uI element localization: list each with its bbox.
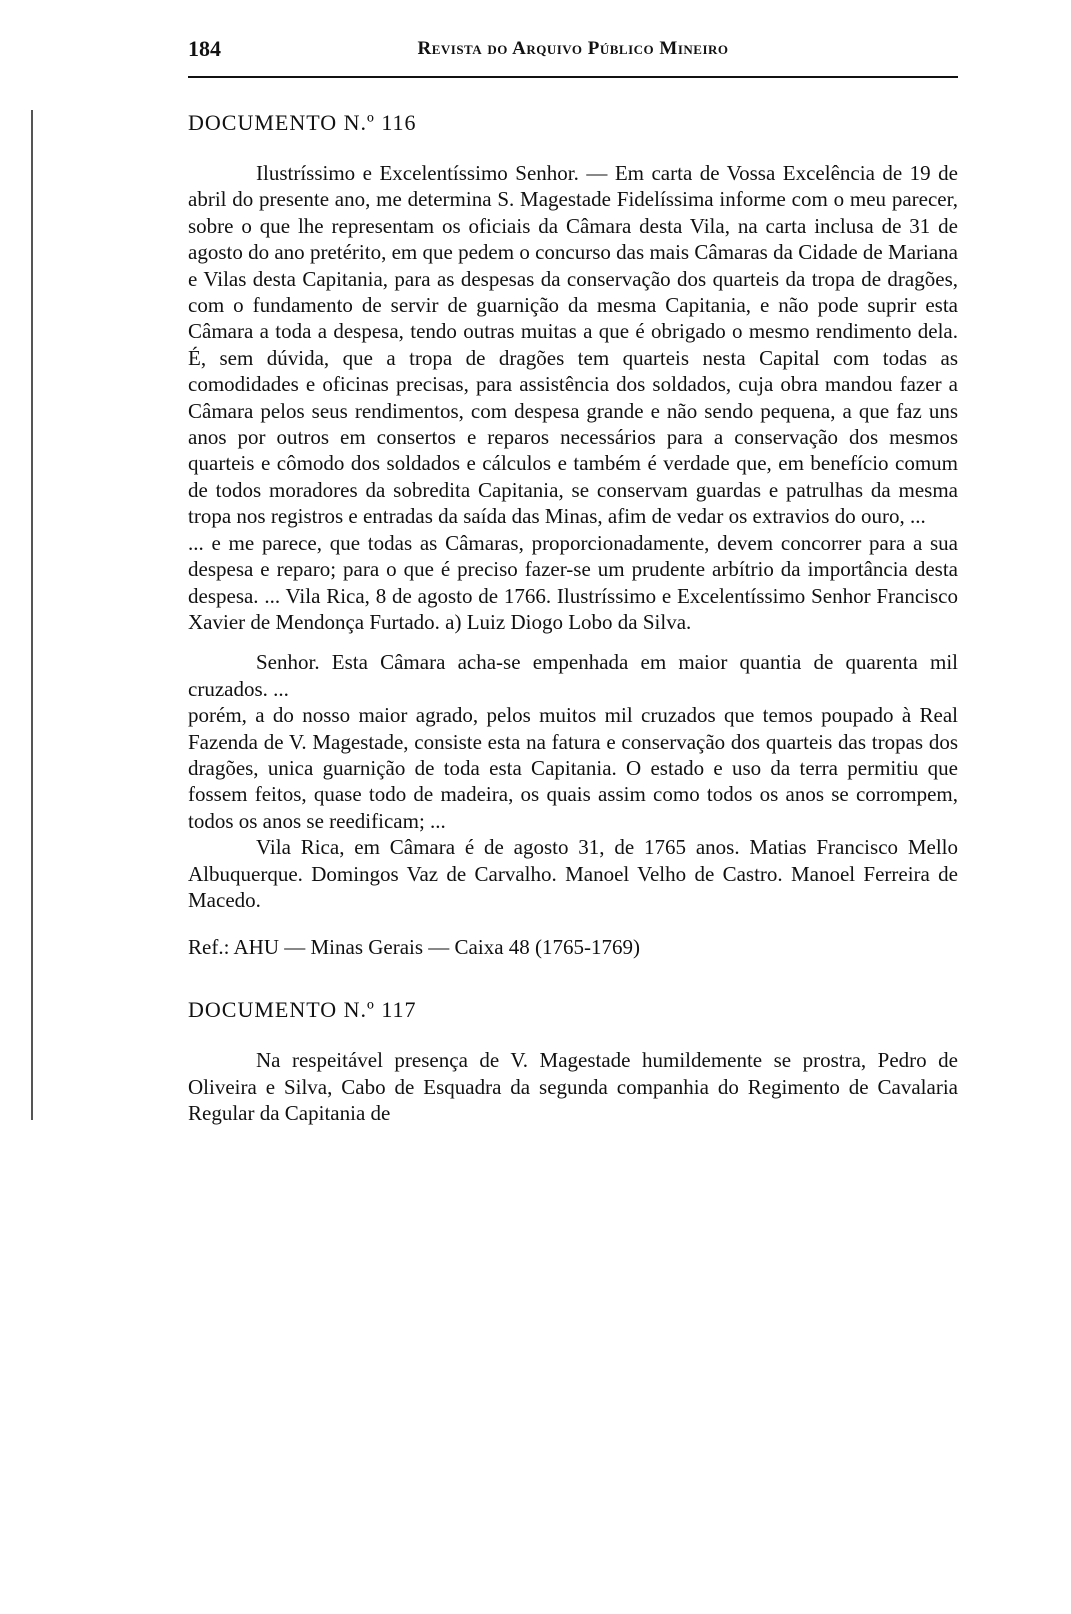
document-116-paragraph-2: ... e me parece, que todas as Câmaras, proporcionadamente, devem concorrer para a sua despesa e reparo; para o que é preciso fazer-se um prudente arbítrio da importância desta despesa. ... Vila Rica, 8 de agosto de 1766. Ilustríssimo e Excelentíssimo Senhor Francisco Xavier de Mendonça Furtado. a) Luiz Diogo Lobo da Silva.	[188, 530, 958, 634]
document-116-paragraph-4: porém, a do nosso maior agrado, pelos muitos mil cruzados que temos poupado à Real Fazenda de V. Magestade, consiste esta na fatura e conservação dos quarteis das tropas dos dragões, unica guarnição de toda esta Capitania. O estado e uso da terra permitiu que fossem feitos, quase todo de madeira, os quais assim como todos os anos se corrompem, todos os anos se reedificam; ...	[188, 703, 958, 833]
document-117-heading: DOCUMENTO N.º 117	[188, 997, 417, 1023]
document-117-paragraph-1: Na respeitável presença de V. Magestade humildemente se prostra, Pedro de Oliveira e Silva, Cabo de Esquadra da segunda companhia do Regimento de Cavalaria Regular da Capitania de	[188, 1048, 958, 1126]
header-rule	[188, 76, 958, 78]
document-116-reference: Ref.: AHU — Minas Gerais — Caixa 48 (1765-1769)	[188, 935, 641, 960]
page-number: 184	[188, 36, 221, 61]
document-116-heading: DOCUMENTO N.º 116	[188, 110, 417, 135]
running-header	[188, 36, 958, 70]
document-116-paragraph-5: Vila Rica, em Câmara é de agosto 31, de 1765 anos. Matias Francisco Mello Albuquerque. Domingos Vaz de Carvalho. Manoel Velho de Castro. Manoel Ferreira de Macedo.	[188, 835, 958, 912]
document-116-paragraph-1: Ilustríssimo e Excelentíssimo Senhor. — Em carta de Vossa Excelência de 19 de abril do presente ano, me determina S. Magestade Fidelíssima informe com o meu parecer, sobre o que lhe representam os oficiais da Câmara desta Vila, na carta inclusa de 31 de agosto do ano pretérito, em que pedem o concurso das mais Câmaras da Cidade de Mariana e Vilas desta Capitania, para as despesas da conservação dos quarteis da tropa de dragões, com o fundamento de servir de guarnição da mesma Capitania, e não pode suprir esta Câmara a toda a despesa, tendo outras muitas a que é obrigado o mesmo rendimento dela. É, sem dúvida, que a tropa de dragões tem quarteis nesta Capital com todas as comodidades e oficinas precisas, para assistência dos soldados, cuja obra mandou fazer a Câmara pelos seus rendimentos, com despesa grande e não sendo pequena, a que faz uns anos por outros em consertos e reparos necessários para a conservação dos mesmos quarteis e cômodo dos soldados e cálculos e também é verdade que, em benefício comum de todos moradores da sobredita Capitania, se conservam guardas e patrulhas da mesma tropa nos registros e entradas da saída das Minas, afim de vedar os extravios do ouro, ...	[188, 161, 958, 529]
running-title: Revista do Arquivo Público Mineiro	[417, 38, 729, 59]
page-body	[188, 108, 958, 1127]
document-116-paragraph-3: Senhor. Esta Câmara acha-se empenhada em maior quantia de quarenta mil cruzados. ...	[188, 650, 958, 701]
scan-margin-line	[31, 110, 33, 1120]
